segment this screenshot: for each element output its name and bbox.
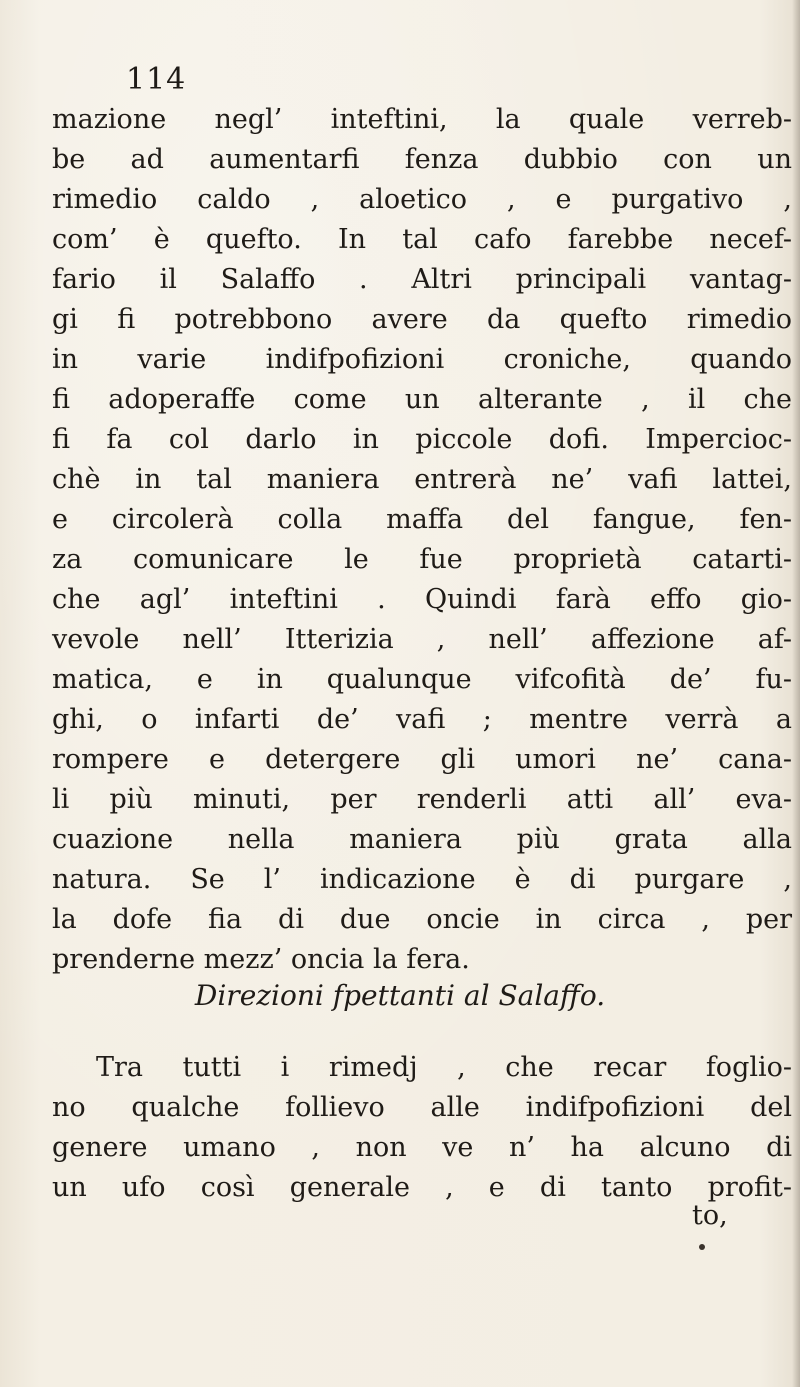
text-line: rompere e detergere gli umori ne’ cana- (52, 744, 792, 775)
paragraph-2 (52, 1048, 792, 1208)
paragraph-1 (52, 100, 792, 980)
text-line: mazione negl’ inteftini, la quale verreb- (52, 104, 792, 135)
text-line: che agl’ inteftini . Quindi farà effo gio- (52, 584, 792, 615)
text-line: chè in tal maniera entrerà ne’ vafi lattei, (52, 464, 792, 495)
text-line: be ad aumentarfi fenza dubbio con un (52, 144, 792, 175)
text-line: fario il Salaffo . Altri principali vantag- (52, 264, 792, 295)
text-line: genere umano , non ve n’ ha alcuno di (52, 1132, 792, 1163)
text-line: Tra tutti i rimedj , che recar foglio- (96, 1052, 792, 1083)
catchword: to, (692, 1200, 728, 1231)
text-line: no qualche follievo alle indifpofizioni del (52, 1092, 792, 1123)
text-line: cuazione nella maniera più grata alla (52, 824, 792, 855)
text-line: un ufo così generale , e di tanto profit- (52, 1172, 792, 1203)
text-line: li più minuti, per renderli atti all’ eva- (52, 784, 792, 815)
text-line: com’ è quefto. In tal cafo farebbe necef- (52, 224, 792, 255)
ink-speck (699, 1244, 705, 1250)
text-line: vevole nell’ Itterizia , nell’ affezione af- (52, 624, 792, 655)
text-line: in varie indifpofizioni croniche, quando (52, 344, 792, 375)
text-line: fi fa col darlo in piccole dofi. Impercioc- (52, 424, 792, 455)
text-line: ghi, o infarti de’ vafi ; mentre verrà a (52, 704, 792, 735)
text-line: matica, e in qualunque vifcofità de’ fu- (52, 664, 792, 695)
text-line: rimedio caldo , aloetico , e purgativo , (52, 184, 792, 215)
text-line: gi fi potrebbono avere da quefto rimedio (52, 304, 792, 335)
text-line: prenderne mezz’ oncia la fera. (52, 944, 470, 975)
text-line: la dofe fia di due oncie in circa , per (52, 904, 792, 935)
text-line: e circolerà colla maffa del fangue, fen- (52, 504, 792, 535)
page-edge-shadow (792, 0, 800, 1387)
page-number: 114 (126, 62, 187, 97)
section-heading: Direzioni fpettanti al Salaffo. (194, 979, 606, 1012)
text-line: fi adoperaffe come un alterante , il che (52, 384, 792, 415)
text-line: za comunicare le fue proprietà catarti- (52, 544, 792, 575)
text-line: natura. Se l’ indicazione è di purgare , (52, 864, 792, 895)
